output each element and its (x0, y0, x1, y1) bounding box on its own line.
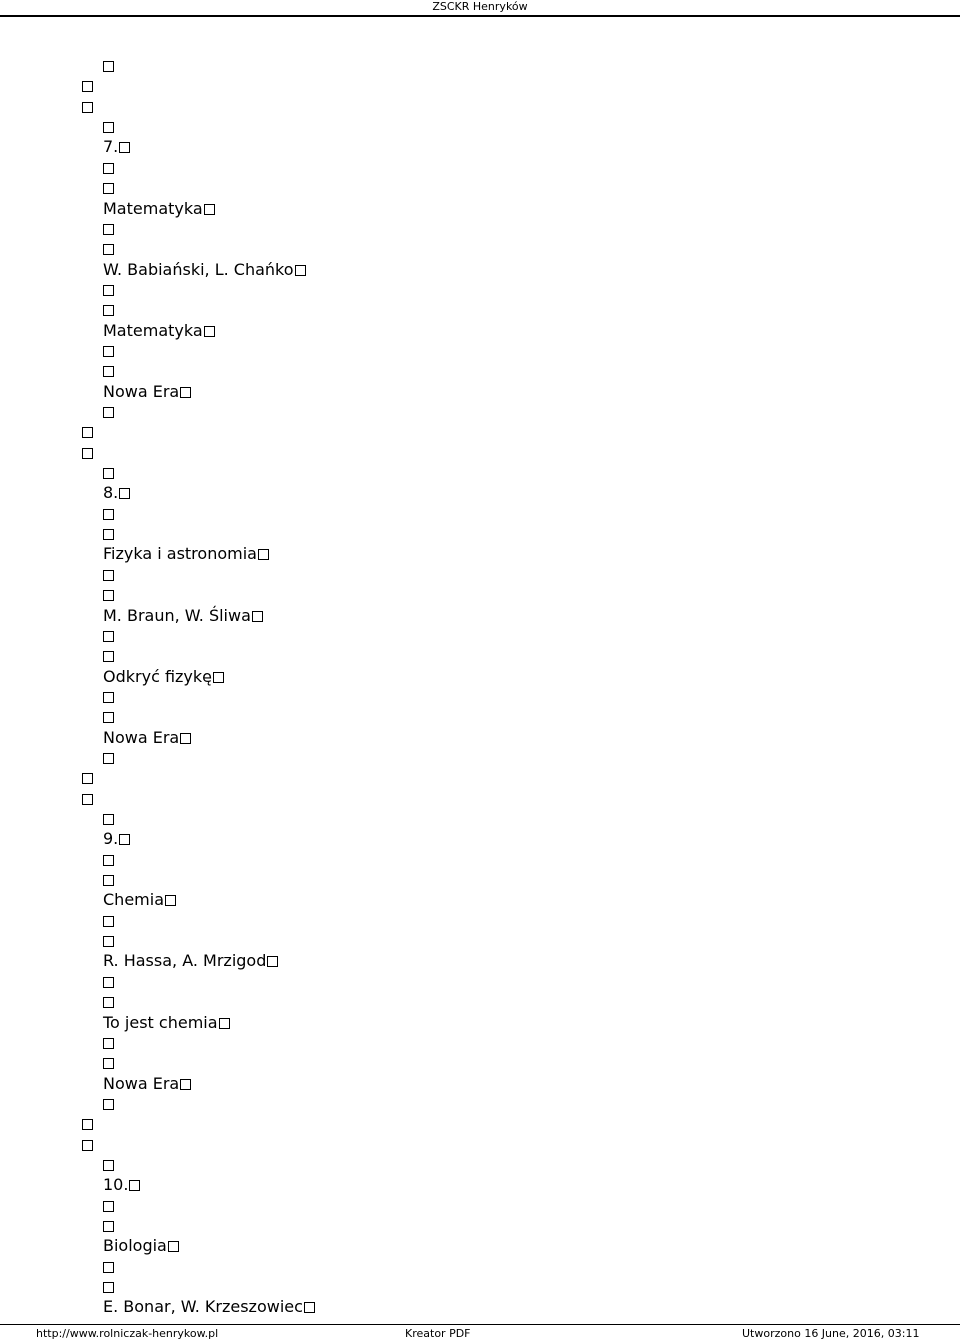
missing-glyph-box-icon (103, 651, 114, 662)
footer-divider (0, 1324, 960, 1325)
header-title: ZSCKR Henryków (432, 0, 528, 13)
text-line (103, 199, 215, 219)
missing-glyph-box-icon (82, 1119, 93, 1130)
text-line (103, 911, 114, 931)
text-line (103, 565, 114, 585)
missing-glyph-box-icon (103, 1099, 114, 1110)
line-text: Matematyka (103, 320, 203, 340)
text-line (82, 768, 93, 788)
missing-glyph-box-icon (180, 1079, 191, 1090)
text-line (103, 483, 130, 503)
missing-glyph-box-icon (103, 305, 114, 316)
missing-glyph-box-icon (103, 61, 114, 72)
missing-glyph-box-icon (103, 977, 114, 988)
text-line (103, 728, 191, 748)
text-line (103, 260, 306, 280)
missing-glyph-box-icon (103, 163, 114, 174)
text-line (103, 178, 114, 198)
missing-glyph-box-icon (103, 1058, 114, 1069)
text-line (103, 117, 114, 137)
missing-glyph-box-icon (82, 81, 93, 92)
line-text: R. Hassa, A. Mrzigod (103, 951, 267, 971)
missing-glyph-box-icon (103, 936, 114, 947)
text-line (103, 382, 191, 402)
line-text: 8. (103, 483, 119, 503)
missing-glyph-box-icon (119, 142, 130, 153)
text-line (103, 585, 114, 605)
missing-glyph-box-icon (103, 224, 114, 235)
text-line (103, 626, 114, 646)
missing-glyph-box-icon (82, 427, 93, 438)
missing-glyph-box-icon (82, 448, 93, 459)
text-line (103, 992, 114, 1012)
missing-glyph-box-icon (103, 1262, 114, 1273)
text-line (103, 707, 114, 727)
text-line (103, 158, 114, 178)
missing-glyph-box-icon (103, 1038, 114, 1049)
missing-glyph-box-icon (103, 570, 114, 581)
missing-glyph-box-icon (165, 895, 176, 906)
text-line (103, 1013, 230, 1033)
missing-glyph-box-icon (103, 1201, 114, 1212)
missing-glyph-box-icon (103, 590, 114, 601)
footer-created: Utworzono 16 June, 2016, 03:11 (742, 1327, 920, 1340)
text-line (103, 809, 114, 829)
text-line (103, 951, 278, 971)
missing-glyph-box-icon (180, 733, 191, 744)
text-line (103, 361, 114, 381)
text-line (103, 504, 114, 524)
missing-glyph-box-icon (103, 855, 114, 866)
text-line (103, 524, 114, 544)
line-text: Biologia (103, 1236, 167, 1256)
text-line (103, 646, 114, 666)
missing-glyph-box-icon (180, 387, 191, 398)
missing-glyph-box-icon (103, 244, 114, 255)
missing-glyph-box-icon (219, 1018, 230, 1029)
text-line (103, 687, 114, 707)
missing-glyph-box-icon (103, 366, 114, 377)
missing-glyph-box-icon (103, 509, 114, 520)
text-line (103, 931, 114, 951)
text-line (103, 1053, 114, 1073)
missing-glyph-box-icon (204, 204, 215, 215)
line-text: To jest chemia (103, 1012, 218, 1032)
missing-glyph-box-icon (267, 956, 278, 967)
line-text: Nowa Era (103, 727, 180, 747)
missing-glyph-box-icon (82, 794, 93, 805)
text-line (103, 137, 130, 157)
line-text: W. Babiański, L. Chańko (103, 259, 294, 279)
missing-glyph-box-icon (304, 1302, 315, 1313)
line-text: Matematyka (103, 198, 203, 218)
missing-glyph-box-icon (103, 122, 114, 133)
text-line (103, 280, 114, 300)
text-line (103, 1236, 179, 1256)
text-line (103, 667, 224, 687)
missing-glyph-box-icon (103, 692, 114, 703)
missing-glyph-box-icon (119, 834, 130, 845)
text-line (103, 1155, 114, 1175)
line-text: Nowa Era (103, 1073, 180, 1093)
text-line (103, 56, 114, 76)
text-line (103, 1033, 114, 1053)
missing-glyph-box-icon (82, 102, 93, 113)
missing-glyph-box-icon (103, 1282, 114, 1293)
missing-glyph-box-icon (119, 488, 130, 499)
missing-glyph-box-icon (129, 1180, 140, 1191)
text-line (103, 321, 215, 341)
text-line (103, 463, 114, 483)
text-line (103, 300, 114, 320)
text-line (103, 1277, 114, 1297)
text-line (103, 1216, 114, 1236)
missing-glyph-box-icon (82, 773, 93, 784)
line-text: E. Bonar, W. Krzeszowiec (103, 1297, 303, 1317)
footer-generator: Kreator PDF (405, 1327, 471, 1340)
text-line (103, 870, 114, 890)
text-line (103, 1257, 114, 1277)
line-text: 10. (103, 1175, 129, 1195)
missing-glyph-box-icon (103, 285, 114, 296)
text-line (82, 422, 93, 442)
text-line (103, 829, 130, 849)
line-text: Odkryć fizykę (103, 666, 212, 686)
missing-glyph-box-icon (103, 346, 114, 357)
missing-glyph-box-icon (103, 916, 114, 927)
text-line (103, 219, 114, 239)
missing-glyph-box-icon (103, 1160, 114, 1171)
footer-url: http://www.rolniczak-henrykow.pl (36, 1327, 219, 1340)
missing-glyph-box-icon (103, 631, 114, 642)
text-line (82, 789, 93, 809)
missing-glyph-box-icon (103, 753, 114, 764)
line-text: M. Braun, W. Śliwa (103, 605, 251, 625)
missing-glyph-box-icon (204, 326, 215, 337)
page-footer (0, 1327, 960, 1340)
text-line (103, 239, 114, 259)
text-line (103, 1196, 114, 1216)
text-line (82, 97, 93, 117)
text-line (82, 443, 93, 463)
text-line (103, 748, 114, 768)
missing-glyph-box-icon (213, 672, 224, 683)
missing-glyph-box-icon (103, 997, 114, 1008)
missing-glyph-box-icon (103, 468, 114, 479)
line-text: 7. (103, 137, 119, 157)
line-text: 9. (103, 829, 119, 849)
missing-glyph-box-icon (82, 1140, 93, 1151)
missing-glyph-box-icon (103, 712, 114, 723)
text-line (103, 402, 114, 422)
missing-glyph-box-icon (103, 183, 114, 194)
missing-glyph-box-icon (103, 875, 114, 886)
missing-glyph-box-icon (103, 814, 114, 825)
missing-glyph-box-icon (103, 529, 114, 540)
text-line (82, 1114, 93, 1134)
text-line (103, 341, 114, 361)
line-text: Nowa Era (103, 381, 180, 401)
missing-glyph-box-icon (103, 407, 114, 418)
line-text: Chemia (103, 890, 164, 910)
text-line (103, 1175, 140, 1195)
line-text: Fizyka i astronomia (103, 544, 257, 564)
missing-glyph-box-icon (168, 1241, 179, 1252)
text-line (103, 544, 269, 564)
text-line (103, 1094, 114, 1114)
missing-glyph-box-icon (258, 549, 269, 560)
text-line (103, 1074, 191, 1094)
text-line (103, 1297, 315, 1317)
text-line (103, 606, 263, 626)
text-line (103, 850, 114, 870)
missing-glyph-box-icon (103, 1221, 114, 1232)
text-line (103, 972, 114, 992)
text-line (103, 890, 176, 910)
text-line (82, 1135, 93, 1155)
text-line (82, 76, 93, 96)
missing-glyph-box-icon (252, 611, 263, 622)
missing-glyph-box-icon (295, 265, 306, 276)
